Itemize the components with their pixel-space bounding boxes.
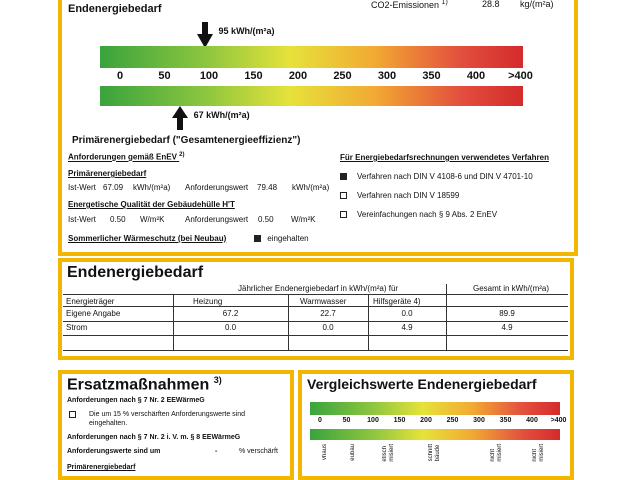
vergleich-tick-label: 400 <box>526 417 538 424</box>
table-cell-total: 4.9 <box>501 323 513 332</box>
table-col-hilfs: Hilfsgeräte 4) <box>373 297 421 306</box>
ersatz-title: Ersatzmaßnahmen $^{3)}$ <box>67 375 222 394</box>
envelope-heading: Energetische Qualität der Gebäudehülle H'T <box>68 200 235 209</box>
method-checkbox[interactable] <box>340 192 347 199</box>
scale-tick-label: 350 <box>422 70 441 82</box>
summer-status: eingehalten <box>254 234 309 243</box>
vergleich-labels <box>310 442 560 470</box>
co2-label: CO2-Emissionen $^{1)}$ <box>371 0 448 10</box>
vergleich-category-label: eubau <box>350 444 356 461</box>
vergleich-ticks <box>310 417 567 427</box>
scale-tick-label: 400 <box>466 70 486 82</box>
scale-tick-label: 0 <box>116 70 124 82</box>
scale-tick-label: 50 <box>158 70 171 82</box>
summer-checkbox[interactable] <box>254 235 261 242</box>
vergleich-tick-label: >400 <box>550 417 567 424</box>
top-energy-frame <box>58 0 578 256</box>
table-col-carrier: Energieträger <box>66 297 115 306</box>
scale-tick-label: >400 <box>508 70 533 82</box>
table-cell-hilfs: 4.9 <box>401 323 413 332</box>
methods-heading: Für Energiebedarfsrechnungen verwendetes Verfahren <box>340 153 549 162</box>
method-label: Vereinfachungen nach § 9 Abs. 2 EnEV <box>357 210 498 219</box>
ersatz-req1-checkbox[interactable] <box>69 411 76 418</box>
ersatz-req2-line: Anforderungswerte sind um - % verschärft <box>67 448 278 455</box>
table-cell-heizung: 0.0 <box>224 323 237 332</box>
method-item[interactable] <box>340 172 533 181</box>
table-col-warmwasser: Warmwasser <box>300 297 347 306</box>
lower-scale-bar <box>100 86 523 106</box>
table-cell-carrier: Strom <box>66 323 88 332</box>
vergleich-tick-label: 100 <box>367 417 379 424</box>
ersatz-req1-heading: Anforderungen nach § 7 Nr. 2 EEWärmeG <box>67 397 205 404</box>
lower-marker-label: 67 kWh/(m²a) <box>193 110 250 120</box>
vergleich-tick-label: 0 <box>318 417 322 424</box>
vergleich-category-label: nicht misiert <box>490 444 503 462</box>
ersatz-req2-heading: Anforderungen nach § 7 Nr. 2 i. V. m. § 8 EEWärmeG <box>67 434 241 441</box>
scale-tick-label: 200 <box>288 70 308 82</box>
table-cell-hilfs: 0.0 <box>401 309 413 318</box>
table-total-header: Gesamt in kWh/(m²a) <box>473 284 550 293</box>
upper-scale-bar <box>100 46 523 68</box>
up-arrow-icon <box>172 106 188 135</box>
table-cell-heizung: 67.2 <box>222 309 239 318</box>
method-checkbox[interactable] <box>340 173 347 180</box>
primary-title: Primärenergiebedarf ("Gesamtenergieeffizienz") <box>72 135 301 146</box>
co2-value: 28.8 <box>482 0 500 9</box>
vergleich-category-label: vhaus <box>322 444 328 461</box>
vergleich-bar-bottom <box>310 429 560 440</box>
method-item[interactable] <box>340 210 497 219</box>
table-cell-total: 89.9 <box>499 309 515 318</box>
table-cell-warmwasser: 22.7 <box>320 309 336 318</box>
endenergie-title: Endenergiebedarf <box>67 264 204 281</box>
upper-marker-label: 95 kWh/(m²a) <box>218 26 275 36</box>
requirements-heading: Anforderungen gemäß EnEV $^{2)}$ <box>68 152 185 162</box>
table-group-header: Jährlicher Endenergiebedarf in kWh/(m²a) für <box>238 284 399 293</box>
summer-heading: Sommerlicher Wärmeschutz (bei Neubau) <box>68 234 227 243</box>
scale-tick-label: 150 <box>244 70 263 82</box>
vergleich-tick-label: 150 <box>393 417 406 424</box>
primary-demand-heading: Primärenergiebedarf <box>68 169 147 178</box>
vergleich-bar-top <box>310 402 560 415</box>
vergleich-category-label: etisch misiert <box>382 444 395 462</box>
co2-unit: kg/(m²a) <box>520 0 554 9</box>
top-title: Endenergiebedarf <box>68 3 162 15</box>
table-col-heizung: Heizung <box>193 297 223 306</box>
vergleich-tick-label: 50 <box>342 417 351 424</box>
method-label: Verfahren nach DIN V 4108-6 und DIN V 4701-10 <box>357 172 533 181</box>
vergleich-tick-label: 200 <box>420 417 432 424</box>
vergleich-tick-label: 250 <box>446 417 459 424</box>
scale-ticks <box>100 70 533 84</box>
vergleich-tick-label: 350 <box>499 417 512 424</box>
method-label: Verfahren nach DIN V 18599 <box>357 191 460 200</box>
ersatz-cut-text: Primärenergiebedarf <box>67 464 136 471</box>
ersatz-req1-item: Die um 15 % verschärften Anforderungswerte sind eingehalten. <box>69 410 284 428</box>
table-cell-carrier: Eigene Angabe <box>66 309 121 318</box>
table-cell-warmwasser: 0.0 <box>322 323 334 332</box>
scale-tick-label: 250 <box>333 70 352 82</box>
vergleich-category-label: nicht misiert <box>532 444 545 462</box>
scale-tick-label: 100 <box>199 70 219 82</box>
method-item[interactable] <box>340 191 459 200</box>
vergleich-tick-label: 300 <box>473 417 485 424</box>
vergleich-title: Vergleichswerte Endenergiebedarf <box>307 376 537 392</box>
method-checkbox[interactable] <box>340 211 347 218</box>
vergleich-category-label: schnitt bäude <box>428 444 441 462</box>
scale-tick-label: 300 <box>377 70 397 82</box>
endenergie-table <box>63 284 568 356</box>
